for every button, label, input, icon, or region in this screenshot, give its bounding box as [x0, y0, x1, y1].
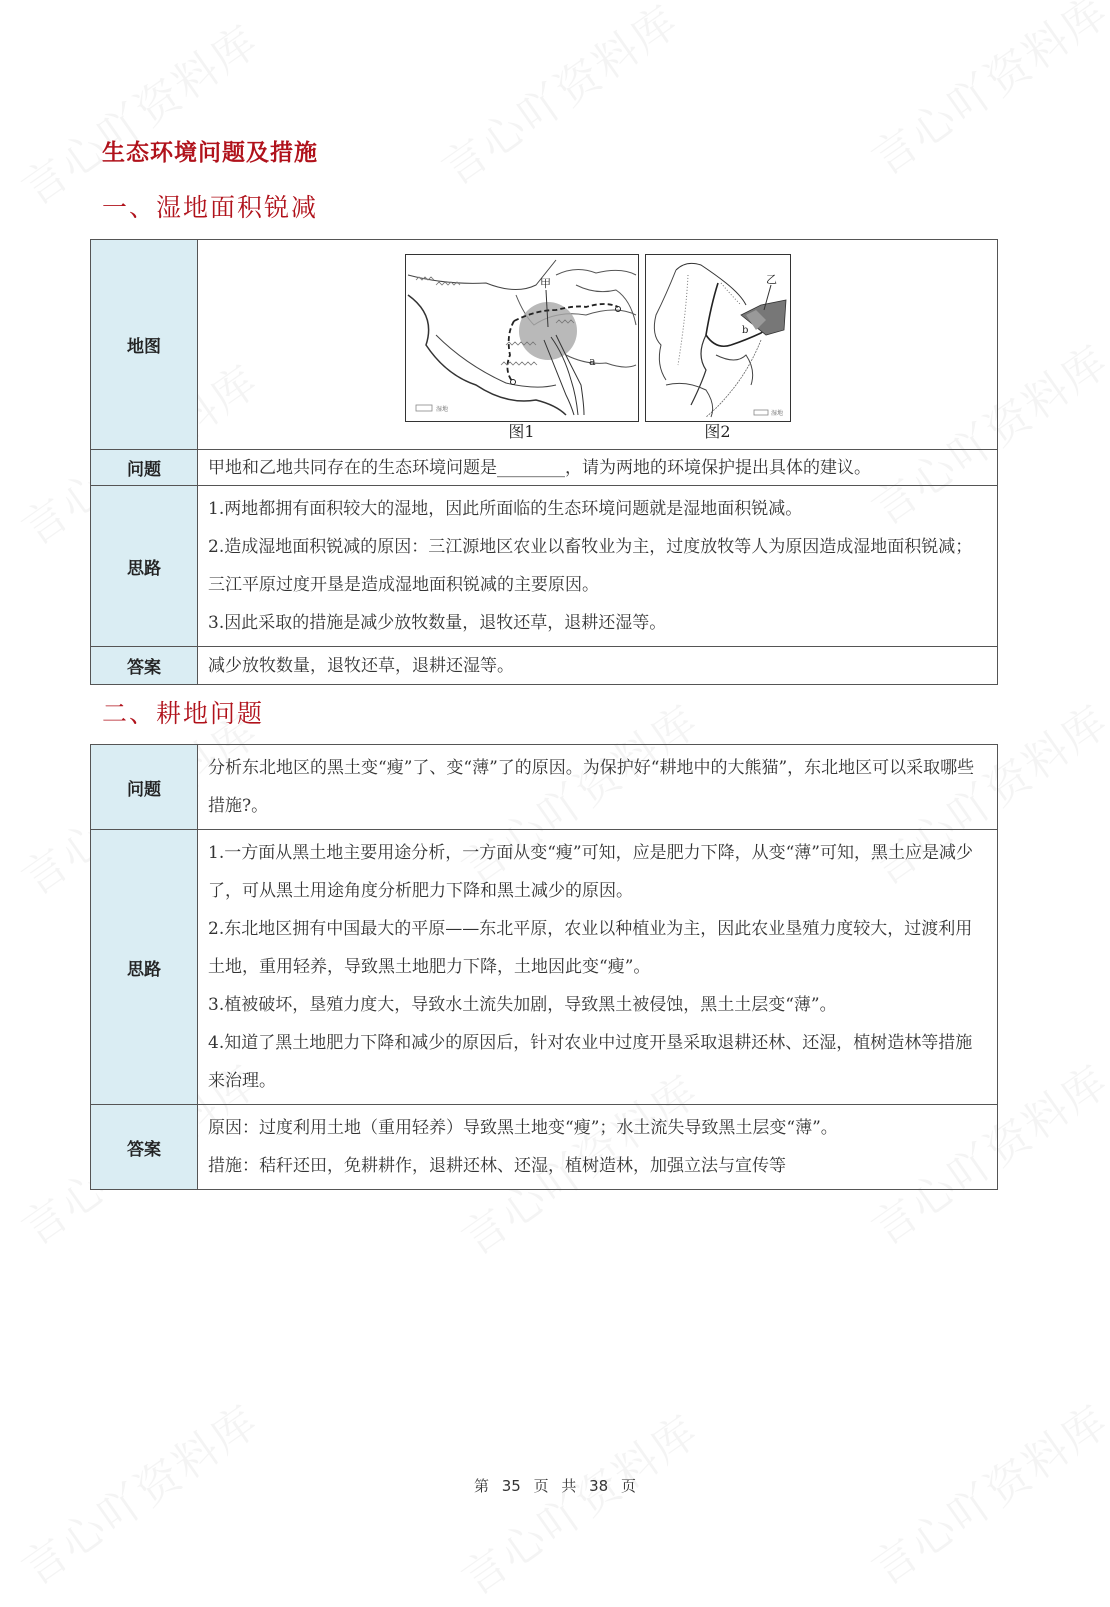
map-figure-2	[645, 254, 791, 442]
tibet-plateau-map	[405, 254, 639, 422]
row-label: 问题	[91, 745, 198, 830]
table-row-question	[91, 745, 998, 830]
northeast-china-map	[645, 254, 791, 422]
watermark	[7, 7, 270, 218]
row-label: 答案	[91, 647, 198, 685]
table-row-reasoning	[91, 486, 998, 647]
page-number: 第 35 页 共 38 页	[473, 1477, 636, 1495]
watermark	[427, 0, 690, 197]
section-heading-farmland: 二、耕地问题	[102, 699, 265, 728]
table-row-map	[91, 240, 998, 450]
wetland-table	[90, 239, 998, 685]
row-label: 思路	[91, 830, 198, 1105]
row-label: 思路	[91, 486, 198, 647]
map-figure-1	[405, 254, 639, 442]
svg-text:a: a	[588, 354, 596, 368]
watermark	[447, 1397, 710, 1607]
svg-text:湿地: 湿地	[770, 409, 783, 417]
row-label: 地图	[91, 240, 198, 450]
watermark	[857, 0, 1110, 187]
row-label: 答案	[91, 1105, 198, 1190]
map-cell	[198, 240, 998, 450]
svg-text:乙: 乙	[765, 272, 777, 286]
reasoning-text: 1.一方面从黑土地主要用途分析，一方面从变“瘦”可知，应是肥力下降，从变“薄”可知，黑土应是减少了，可从黑土用途角度分析肥力下降和黑土减少的原因。 2.东北地区拥有中国最大的平原——东北平原，农业以种植业为主，因此农业垦殖力度较大，过渡利用土地，重用轻养，导致黑土地肥力下降，土地因此变“瘦”。 3.植被破坏，垦殖力度大，导致水土流失加剧，导致黑土被侵蚀，黑土土层变“薄”。 4.知道了黑土地肥力下降和减少的原因后，针对农业中过度开垦采取退耕还林、还湿，植树造林等措施来治理。	[198, 830, 998, 1105]
question-text: 甲地和乙地共同存在的生态环境问题是________，请为两地的环境保护提出具体的建议。	[198, 450, 998, 486]
farmland-table	[90, 744, 998, 1190]
table-row-reasoning	[91, 830, 998, 1105]
reasoning-text: 1.两地都拥有面积较大的湿地，因此所面临的生态环境问题就是湿地面积锐减。 2.造成湿地面积锐减的原因：三江源地区农业以畜牧业为主，过度放牧等人为原因造成湿地面积锐减；三江平原过度开垦是造成湿地面积锐减的主要原因。 3.因此采取的措施是减少放牧数量，退牧还草，退耕还湿等。	[198, 486, 998, 647]
table-row-question	[91, 450, 998, 486]
map-caption: 图1	[508, 421, 535, 441]
row-label: 问题	[91, 450, 198, 486]
question-text: 分析东北地区的黑土变“瘦”了、变“薄”了的原因。为保护好“耕地中的大熊猫”，东北地区可以采取哪些措施?。	[198, 745, 998, 830]
svg-text:甲: 甲	[539, 276, 551, 290]
svg-text:b: b	[741, 324, 748, 336]
section-heading-wetland: 一、湿地面积锐减	[102, 193, 319, 222]
map-caption: 图2	[704, 421, 731, 441]
page-title: 生态环境问题及措施	[102, 140, 318, 166]
table-row-answer	[91, 1105, 998, 1190]
answer-text: 减少放牧数量，退牧还草，退耕还湿等。	[198, 647, 998, 685]
table-row-answer	[91, 647, 998, 685]
answer-text: 原因：过度利用土地（重用轻养）导致黑土地变“瘦”；水土流失导致黑土层变“薄”。 措施：秸秆还田，免耕耕作，退耕还林、还湿，植树造林，加强立法与宣传等	[198, 1105, 998, 1190]
svg-text:湿地: 湿地	[435, 405, 448, 413]
